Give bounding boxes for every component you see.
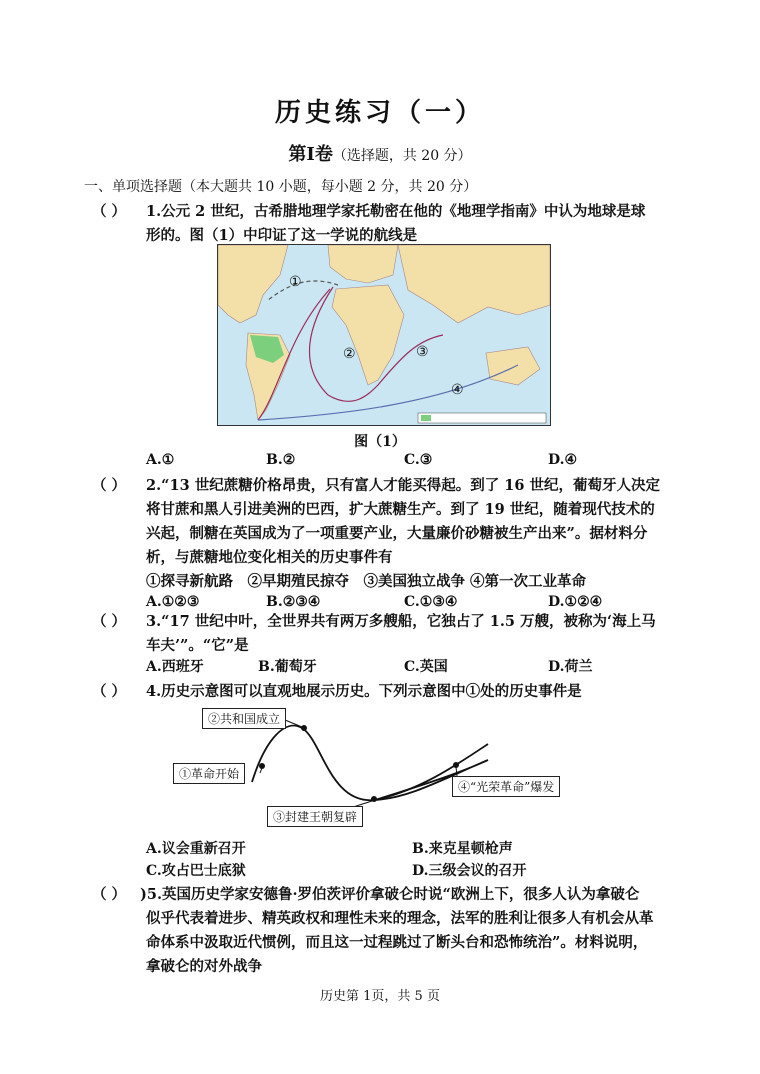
q3-option-a: A.西班牙 <box>146 659 204 675</box>
q3-option-d: D.荷兰 <box>548 659 593 675</box>
q1-line-2: 形的。图（1）中印证了这一学说的航线是 <box>146 227 418 244</box>
q4-text: 4.历史示意图可以直观地展示历史。下列示意图中①处的历史事件是 <box>146 683 582 700</box>
q1-option-b: B.② <box>266 452 296 468</box>
label-restoration: ③封建王朝复辟 <box>267 806 363 827</box>
paper-subtitle <box>0 140 760 166</box>
q2-line-2: 将甘蔗和黑人引进美洲的巴西，扩大蔗糖生产。到了 19 世纪，随着现代技术的 <box>146 501 655 518</box>
q4-option-c: C.攻占巴士底狱 <box>146 863 246 879</box>
answer-blank: （ ） <box>92 683 127 700</box>
page-title: 历史练习（一） <box>274 98 485 128</box>
label-republic: ②共和国成立 <box>202 708 286 729</box>
section-heading: 一、单项选择题（本大题共 10 小题，每小题 2 分，共 20 分） <box>84 179 478 195</box>
q3-line-1: 3.“17 世纪中叶，全世界共有两万多艘船，它独占了 1.5 万艘，被称为‘海上马 <box>146 613 656 630</box>
q2-line-4: 析，与蔗糖地位变化相关的历史事件有 <box>146 549 393 566</box>
q5-line-2: 似乎代表着进步、精英政权和理性未来的理念，法军的胜利让很多人有机会从革 <box>146 910 654 927</box>
q4-option-b: B.来克星顿枪声 <box>412 841 513 857</box>
q2-option-b: B.②③④ <box>266 594 321 610</box>
q1-option-d: D.④ <box>548 452 578 468</box>
q1-option-c: C.③ <box>404 452 433 468</box>
q1-line-1: 1.公元 2 世纪，古希腊地理学家托勒密在他的《地理学指南》中认为地球是球 <box>146 203 646 220</box>
q3-text <box>146 610 656 658</box>
answer-blank: （ ） <box>92 886 127 903</box>
q5-line-4: 拿破仑的对外战争 <box>146 958 262 975</box>
q4-option-d: D.三级会议的召开 <box>412 863 527 879</box>
subtitle-note: （选择题，共 20 分） <box>332 148 472 164</box>
q2-items: ①探寻新航路 ②早期殖民掠夺 ③美国独立战争 ④第一次工业革命 <box>146 573 587 590</box>
figure-caption: 图（1） <box>354 434 406 450</box>
map-mark-4: ④ <box>451 382 464 398</box>
q3-option-c: C.英国 <box>404 659 448 675</box>
answer-blank: （ ） <box>92 203 127 220</box>
q3-line-2: 车夫’”。“它”是 <box>146 637 249 654</box>
map-mark-1: ① <box>289 274 302 290</box>
world-map-image <box>218 245 550 425</box>
map-mark-2: ② <box>343 346 356 362</box>
history-curve-diagram <box>170 700 590 830</box>
q2-option-c: C.①③④ <box>404 594 458 610</box>
map-mark-3: ③ <box>416 344 429 360</box>
q1-text <box>146 200 645 248</box>
subtitle-main: 第Ⅰ卷 <box>288 144 333 165</box>
q2-option-d: D.①②④ <box>548 594 603 610</box>
q1-option-a: A.① <box>146 452 175 468</box>
answer-blank: （ ） <box>92 477 127 494</box>
q5-line-3: 命体系中汲取近代惯例，而且这一过程跳过了断头台和恐怖统治”。材料说明， <box>146 934 648 951</box>
q2-line-1: 2.“13 世纪蔗糖价格昂贵，只有富人才能买得起。到了 16 世纪，葡萄牙人决定 <box>146 477 660 494</box>
q2-option-a: A.①②③ <box>146 594 200 610</box>
q2-text <box>146 474 660 594</box>
q5-line-1: )5.英国历史学家安德鲁·罗伯茨评价拿破仑时说“欧洲上下，很多人认为拿破仑 <box>140 886 640 903</box>
voyage-map <box>217 244 551 426</box>
label-glorious-revolution: ④“光荣革命”爆发 <box>452 776 560 797</box>
answer-blank: （ ） <box>92 613 127 630</box>
q4-option-a: A.议会重新召开 <box>146 841 246 857</box>
q2-line-3: 兴起，制糖在英国成为了一项重要产业，大量廉价砂糖被生产出来”。据材料分 <box>146 525 648 542</box>
page-footer: 历史第 1页，共 5 页 <box>320 989 440 1004</box>
q5-text <box>140 883 654 979</box>
q3-option-b: B.葡萄牙 <box>258 659 317 675</box>
label-revolution-start: ①革命开始 <box>173 763 245 784</box>
